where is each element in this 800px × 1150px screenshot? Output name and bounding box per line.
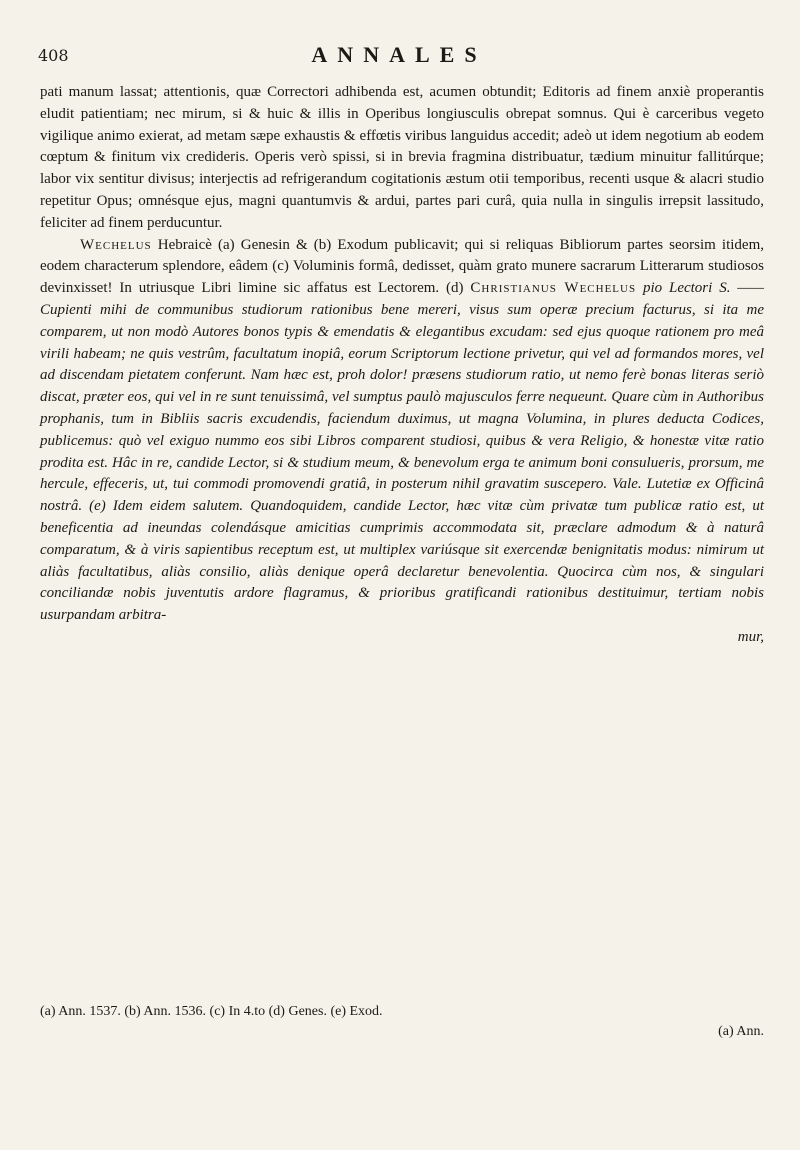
footnotes xyxy=(40,1004,764,1040)
page-header xyxy=(38,42,760,72)
page-number: 408 xyxy=(38,46,69,65)
paragraph-2-part-a: Hebraicè (a) Genesin & (b) Exodum publicavit; qui si reliquas Bibliorum partes seorsim itidem, eodem characterum splendore, eâdem (c) Voluminis formâ, dedisset, quàm grato munere sacrarum Litterarum studiosos devinxisset! In utriusque Libri limine sic affatus est Lectorem. (d) xyxy=(40,236,764,297)
main-text xyxy=(40,82,764,649)
footnote-line: (a) Ann. 1537. (b) Ann. 1536. (c) In 4.to (d) Genes. (e) Exod. xyxy=(40,1004,383,1019)
paragraph-2-part-b: pio Lectori S. —— Cupienti mihi de communibus studiorum rationibus bene mereri, visus sum operæ precium facturus, si ita me comparem, ut non modò Autores bonos typis & emendatis & elegantibus excudam: sed ejus quoque rationem pro meâ virili habeam; ne quis vestrûm, facultatum inopiâ, eorum Scriptorum lectione privetur, qui vel ad formandos mores, vel ad discendam pietatem conferunt. Nam hæc est, proh dolor! præsens studiorum ratio, ut nemo ferè bonas literas seriò discat, præter eos, qui vel in re sunt tenuissimâ, vel sumptus paulò majusculos ferre nequeunt. Quare cùm in Authoribus prophanis, tum in Bibliis sacris excudendis, faciendum duximus, ut magna Volumina, in plures deducta Codices, publicemus: quò vel exiguo nummo eos sibi Libros comparent studiosi, quibus & vera Religio, & honestæ vitæ ratio prodita est. Hâc in re, candide Lector, si & studium meum, & benevolum erga te animum boni consulueris, prorsum, me hercule, effeceris, ut, tui commodi promovendi gratiâ, in posterum nihil gravatim suscepero. Vale. Lutetiæ ex Officinâ nostrâ. (e) Idem eidem salutem. Quandoquidem, candide Lector, hæc vitæ cùm privatæ tum publicæ ratio est, ut beneficentia ad ineundas colendásque amicitias cumprimis accommodata sit, præclare admodum & à naturâ comparatum, & à viris sapientibus receptum est, ut multiplex variúsque sit exercendæ benignitatis modus: nimirum ut aliàs facultatibus, aliàs consilio, aliàs denique operâ declaretur benevolentia. Quocirca cùm nos, & singulari conciliandæ nobis juventutis ardore flagramus, & prioribus gratificandi rationibus destituimur, tertiam nobis usurpandam arbitra- xyxy=(40,280,764,624)
running-head: ANNALES xyxy=(311,42,487,67)
catchword: (a) Ann. xyxy=(718,1024,764,1039)
paragraph-2 xyxy=(40,235,764,627)
paragraph-1: pati manum lassat; attentionis, quæ Correctori adhibenda est, acumen obtundit; Editoris ad finem anxiè properantis eludit patientiam; nec mirum, si & huic & illis in Operibus longiusculis obrepat somnus. Qui è carceribus vegeto vigilique animo exierat, ad metam sæpe exhaustis & effœtis viribus languidus accedit; adeò ut idem negotium ab eodem cœptum & finitum vix credideris. Operis verò spissi, si in brevia fragmina distribuatur, tædium minuitur fallitúrque; labor vix sentitur divisus; interjectis ad refrigerandum cogitationis æstum otii temporibus, recenti usque & alacri studio repetitur Opus; omnésque ejus, magni quantumvis & ardui, partes pari curâ, quia nulla in singulis irrepsit lassitudo, feliciter ad finem perducuntur. xyxy=(40,84,764,231)
tail-line: mur, xyxy=(737,628,764,645)
name-christianus-wechelus: Christianus Wechelus xyxy=(470,280,637,297)
name-wechelus: Wechelus xyxy=(80,236,152,253)
